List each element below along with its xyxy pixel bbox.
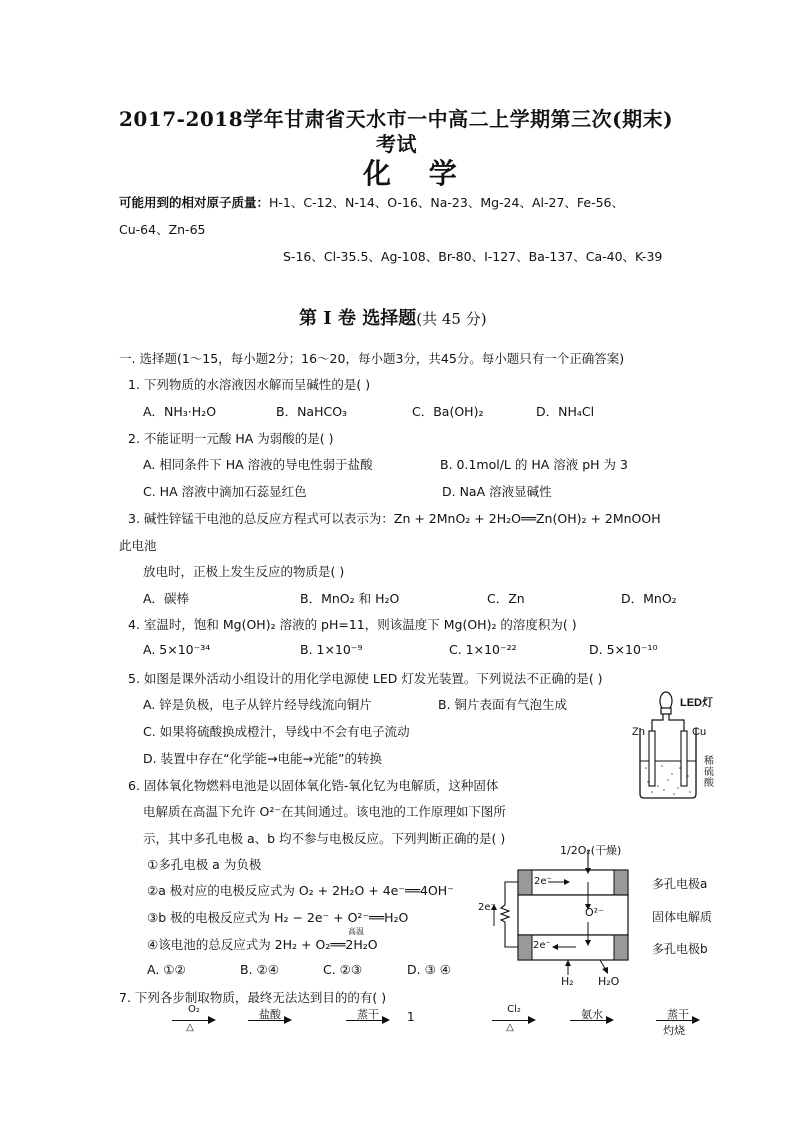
q1-option-d: D．NH₄Cl bbox=[536, 404, 595, 419]
q1-option-b: B．NaHCO₃ bbox=[276, 404, 348, 419]
fuel-cell-figure bbox=[480, 840, 640, 990]
atomic-mass-line2: Cu-64、Zn-65 bbox=[119, 222, 206, 237]
fig-led-label: LED灯 bbox=[680, 697, 713, 709]
q5-option-a: A. 锌是负极，电子从锌片经导线流向铜片 bbox=[143, 697, 372, 712]
atomic-mass-line3: S-16、Cl-35.5、Ag-108、Br-80、I-127、Ba-137、Ca-40、K-39 bbox=[283, 249, 663, 264]
fig-h2o-label: H₂O bbox=[598, 975, 620, 988]
q3-option-a: A．碳棒 bbox=[143, 591, 190, 606]
q7-cond-7b: 灼烧 bbox=[663, 1024, 685, 1037]
q5-option-b: B. 铜片表面有气泡生成 bbox=[438, 697, 568, 712]
exam-title-line2: 考试 bbox=[376, 132, 417, 156]
atomic-mass-values-1: H-1、C-12、N-14、O-16、Na-23、Mg-24、Al-27、Fe-56、 bbox=[269, 195, 625, 210]
exam-title-line1: 2017-2018学年甘肃省天水市一中高二上学期第三次(期末) bbox=[119, 107, 674, 131]
fig-electrode-a-label: 多孔电极a bbox=[652, 877, 708, 891]
section-heading bbox=[299, 304, 487, 330]
q6-condition-label: 高温 bbox=[348, 927, 364, 936]
q6-statement-2: ②a 极对应的电极反应式为 O₂ + 2H₂O + 4e⁻══4OH⁻ bbox=[147, 883, 454, 898]
q1-option-a: A．NH₃·H₂O bbox=[143, 404, 217, 419]
atomic-mass-line1 bbox=[119, 193, 624, 211]
q4-option-c: C. 1×10⁻²² bbox=[449, 642, 517, 657]
q7-cond-5: Cl₂ bbox=[507, 1004, 521, 1015]
fig-oxide-ion: O²⁻ bbox=[585, 906, 604, 919]
q6-statement-4: ④该电池的总反应式为 2H₂ + O₂══2H₂O bbox=[147, 937, 378, 952]
q7-cond-5b: △ bbox=[506, 1022, 514, 1033]
instructions: 一. 选择题(1～15，每小题2分；16～20，每小题3分，共45分。每小题只有一个正确答案) bbox=[119, 351, 625, 366]
q6-option-c: C. ②③ bbox=[323, 962, 363, 977]
fig-acid-label: 稀硫酸 bbox=[704, 756, 714, 789]
q3-option-b: B．MnO₂ 和 H₂O bbox=[300, 591, 400, 606]
q7-stem: 7. 下列各步制取物质，最终无法达到目的的有( ) bbox=[119, 990, 387, 1005]
q6-stem-2: 电解质在高温下允许 O²⁻在其间通过。该电池的工作原理如下图所 bbox=[143, 804, 506, 819]
q4-stem: 4. 室温时，饱和 Mg(OH)₂ 溶液的 pH=11，则该温度下 Mg(OH)₂ 的溶度积为( ) bbox=[128, 617, 577, 632]
q1-option-c: C．Ba(OH)₂ bbox=[412, 404, 484, 419]
fig-electron-a: 2e⁻ bbox=[534, 876, 552, 887]
fig-o2-label: 1/2O₂(干燥) bbox=[560, 844, 622, 857]
fig-cu-label: Cu bbox=[692, 726, 707, 738]
q7-cond-4: 1 bbox=[407, 1010, 415, 1024]
section-note: (共 45 分) bbox=[416, 310, 487, 328]
q6-option-b: B. ②④ bbox=[240, 962, 279, 977]
q2-option-a: A. 相同条件下 HA 溶液的导电性弱于盐酸 bbox=[143, 457, 373, 472]
q2-option-d: D. NaA 溶液显碱性 bbox=[442, 484, 552, 499]
q7-cond-1b: △ bbox=[186, 1022, 194, 1033]
fig-electrode-b-label: 多孔电极b bbox=[652, 942, 708, 956]
fig-h2-label: H₂ bbox=[561, 975, 574, 988]
q6-option-a: A. ①② bbox=[147, 962, 186, 977]
q1-stem: 1. 下列物质的水溶液因水解而呈碱性的是( ) bbox=[128, 377, 371, 392]
subject-title: 化 学 bbox=[363, 157, 471, 190]
q5-option-c: C. 如果将硫酸换成橙汁，导线中不会有电子流动 bbox=[143, 724, 410, 739]
q7-cond-7: 蒸干 bbox=[667, 1008, 689, 1021]
fig-electron-circuit: 2e⁻ bbox=[478, 902, 496, 913]
q2-option-c: C. HA 溶液中滴加石蕊显红色 bbox=[143, 484, 307, 499]
q2-option-b: B. 0.1mol/L 的 HA 溶液 pH 为 3 bbox=[440, 457, 628, 472]
q5-stem: 5. 如图是课外活动小组设计的用化学电源使 LED 灯发光装置。下列说法不正确的是( ) bbox=[128, 671, 603, 686]
q3-option-d: D．MnO₂ bbox=[621, 591, 677, 606]
q2-stem: 2. 不能证明一元酸 HA 为弱酸的是( ) bbox=[128, 431, 334, 446]
fig-electrolyte-label: 固体电解质 bbox=[652, 910, 713, 924]
q4-option-d: D. 5×10⁻¹⁰ bbox=[589, 642, 658, 657]
q3-stem: 3. 碱性锌锰干电池的总反应方程式可以表示为：Zn + 2MnO₂ + 2H₂O══Zn(OH)₂ + 2MnOOH bbox=[128, 511, 661, 526]
q7-cond-1: O₂ bbox=[188, 1004, 200, 1015]
q6-stem-1: 6. 固体氧化物燃料电池是以固体氧化锆-氧化钇为电解质，这种固体 bbox=[128, 778, 499, 793]
fig-electron-b: 2e⁻ bbox=[533, 940, 551, 951]
q4-option-b: B. 1×10⁻⁹ bbox=[300, 642, 363, 657]
q3-stem-2: 此电池 bbox=[119, 538, 157, 553]
q7-cond-6: 氨水 bbox=[581, 1008, 603, 1021]
q6-option-d: D. ③ ④ bbox=[407, 962, 451, 977]
q6-stem-3: 示，其中多孔电极 a、b 均不参与电极反应。下列判断正确的是( ) bbox=[143, 831, 506, 846]
section-title: 第 I 卷 选择题 bbox=[299, 308, 417, 329]
fig-zn-label: Zn bbox=[632, 726, 645, 738]
q5-option-d: D. 装置中存在“化学能→电能→光能”的转换 bbox=[143, 751, 382, 766]
q7-cond-3: 蒸干 bbox=[357, 1008, 379, 1021]
q6-statement-1: ①多孔电极 a 为负极 bbox=[147, 857, 262, 872]
q7-cond-2: 盐酸 bbox=[259, 1008, 281, 1021]
atomic-mass-label: 可能用到的相对原子质量： bbox=[119, 195, 270, 210]
q4-option-a: A. 5×10⁻³⁴ bbox=[143, 642, 211, 657]
q3-stem-3: 放电时，正极上发生反应的物质是( ) bbox=[143, 564, 345, 579]
q3-option-c: C．Zn bbox=[487, 591, 525, 606]
q6-statement-3: ③b 极的电极反应式为 H₂ − 2e⁻ + O²⁻══H₂O bbox=[147, 910, 409, 925]
